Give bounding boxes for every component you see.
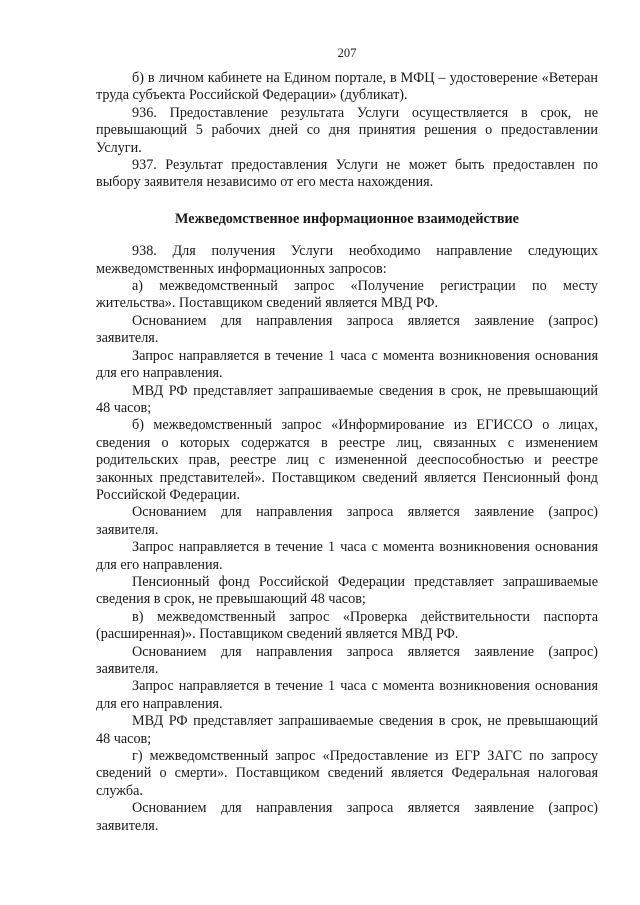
paragraph: Пенсионный фонд Российской Федерации представляет запрашиваемые сведения в срок, не превышающий 48 часов;: [96, 573, 598, 608]
paragraph: МВД РФ представляет запрашиваемые сведения в срок, не превышающий 48 часов;: [96, 382, 598, 416]
paragraph: Основанием для направления запроса является заявление (запрос) заявителя.: [96, 504, 598, 538]
paragraph: Основанием для направления запроса является заявление (запрос) заявителя.: [96, 312, 598, 347]
paragraph: 937. Результат предоставления Услуги не может быть предоставлен по выбору заявителя независимо от его места нахождения.: [96, 157, 598, 191]
paragraph: 936. Предоставление результата Услуги осуществляется в срок, не превышающий 5 рабочих дней со дня принятия решения о предоставлении Услуги.: [96, 104, 598, 156]
paragraph: МВД РФ представляет запрашиваемые сведения в срок, не превышающий 48 часов;: [96, 713, 598, 747]
paragraph: г) межведомственный запрос «Предоставление из ЕГР ЗАГС по запросу сведений о смерти». Поставщиком сведений является Федеральная налоговая служба.: [96, 748, 598, 799]
paragraph: Запрос направляется в течение 1 часа с момента возникновения основания для его направления.: [96, 347, 598, 382]
paragraph: Запрос направляется в течение 1 часа с момента возникновения основания для его направления.: [96, 678, 598, 712]
paragraph: б) межведомственный запрос «Информирование из ЕГИССО о лицах, сведения о которых содержатся в реестре лиц, связанных с изменением родительских прав, реестре лиц с измененной дееспособностью и реестре законных представителей». Поставщиком сведений является Пенсионный фонд Российской Федерации.: [96, 417, 598, 503]
paragraph: Основанием для направления запроса является заявление (запрос) заявителя.: [96, 643, 598, 677]
paragraph: в) межведомственный запрос «Проверка действительности паспорта (расширенная)». Поставщиком сведений является МВД РФ.: [96, 608, 598, 643]
paragraph: Запрос направляется в течение 1 часа с момента возникновения основания для его направления.: [96, 539, 598, 573]
paragraph: а) межведомственный запрос «Получение регистрации по месту жительства». Поставщиком сведений является МВД РФ.: [96, 278, 598, 312]
document-body: [96, 70, 598, 835]
document-page: [96, 0, 598, 905]
paragraph: б) в личном кабинете на Едином портале, в МФЦ – удостоверение «Ветеран труда субъекта Российской Федерации» (дубликат).: [96, 70, 598, 104]
paragraph: Основанием для направления запроса является заявление (запрос) заявителя.: [96, 800, 598, 834]
paragraph: 938. Для получения Услуги необходимо направление следующих межведомственных информационных запросов:: [96, 243, 598, 277]
section-heading: Межведомственное информационное взаимодействие: [175, 210, 519, 227]
page-number: 207: [337, 46, 357, 60]
